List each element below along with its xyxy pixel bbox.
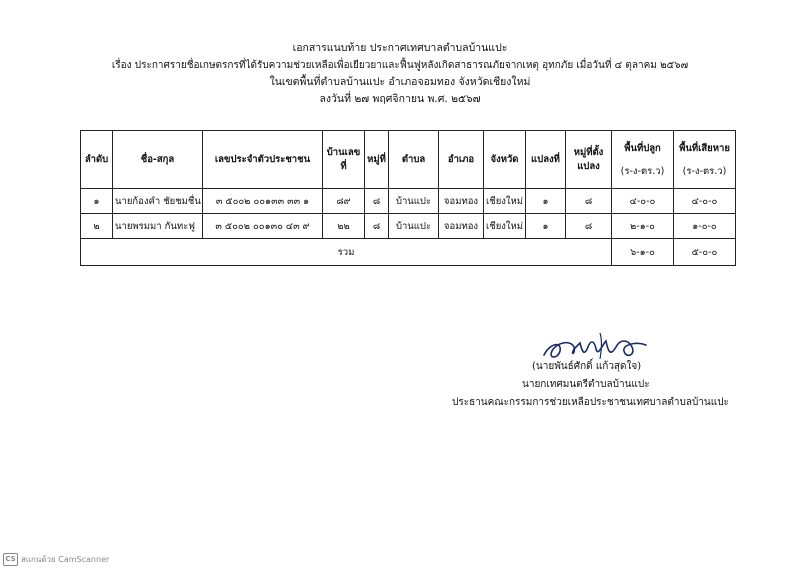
cell-name: นายก้องคำ ชัยชมชื่น <box>113 189 203 214</box>
col-header-planted-unit: (ร-ง-ตร.ว) <box>620 165 665 177</box>
cell-plot-moo: ๘ <box>566 189 612 214</box>
col-header-plot-moo-label: หมู่ที่ตั้งแปลง <box>573 146 604 172</box>
cell-name: นายพรมมา กันทะฟู <box>113 214 203 239</box>
cell-district: จอมทอง <box>439 214 484 239</box>
scanner-text: สแกนด้วย CamScanner <box>21 555 110 564</box>
cell-province: เชียงใหม่ <box>484 214 526 239</box>
col-header-subdistrict: ตำบล <box>389 131 439 189</box>
signer-name: (นายพันธ์ศักดิ์ แก้วสุดใจ) <box>532 361 642 372</box>
col-header-damaged <box>674 131 736 189</box>
cell-plots: ๑ <box>526 189 566 214</box>
cell-planted: ๔-๐-๐ <box>612 189 674 214</box>
cell-district: จอมทอง <box>439 189 484 214</box>
cell-province: เชียงใหม่ <box>484 189 526 214</box>
col-header-plots: แปลงที่ <box>526 131 566 189</box>
cell-house: ๒๒ <box>323 214 365 239</box>
cell-plot-moo: ๘ <box>566 214 612 239</box>
table-header-row <box>81 131 736 189</box>
col-header-planted <box>612 131 674 189</box>
cell-house: ๘๙ <box>323 189 365 214</box>
cell-damaged: ๑-๐-๐ <box>674 214 736 239</box>
signer-position-1: นายกเทศมนตรีตำบลบ้านแปะ <box>522 379 650 390</box>
col-header-district: อำเภอ <box>439 131 484 189</box>
cell-moo: ๘ <box>365 189 389 214</box>
cell-plots: ๑ <box>526 214 566 239</box>
camscanner-logo-icon: CS <box>3 553 18 566</box>
signature-block <box>440 358 760 412</box>
col-header-house <box>323 131 365 189</box>
cell-id: ๓ ๕๐๐๒ ๐๐๑๓๐ ๔๓ ๙ <box>203 214 323 239</box>
header-line-2: เรื่อง ประกาศรายชื่อเกษตรกรที่ได้รับความช่วยเหลือเพื่อเยียวยาและฟื้นฟูหลังเกิดสาธารณภัยจากเหตุ อุทกภัย เมื่อวันที่ ๔ ตุลาคม ๒๕๖๗ <box>111 60 689 71</box>
col-header-damaged-unit: (ร-ง-ตร.ว) <box>682 165 727 177</box>
cell-subdistrict: บ้านแปะ <box>389 214 439 239</box>
cell-no: ๑ <box>81 189 113 214</box>
col-header-province: จังหวัด <box>484 131 526 189</box>
col-header-plot-moo <box>566 131 612 189</box>
signer-position-2: ประธานคณะกรรมการช่วยเหลือประชาชนเทศบาลตำบลบ้านแปะ <box>452 397 729 408</box>
col-header-id: เลขประจำตัวประชาชน <box>203 131 323 189</box>
header-line-4: ลงวันที่ ๒๗ พฤศจิกายน พ.ศ. ๒๕๖๗ <box>319 93 481 105</box>
cell-moo: ๘ <box>365 214 389 239</box>
header-line-1: เอกสารแนบท้าย ประกาศเทศบาลตำบลบ้านแปะ <box>292 42 508 54</box>
col-header-moo: หมู่ที่ <box>365 131 389 189</box>
total-label: รวม <box>81 239 612 266</box>
col-header-name: ชื่อ-สกุล <box>113 131 203 189</box>
col-header-planted-label: พื้นที่ปลูก <box>624 142 661 154</box>
cell-no: ๒ <box>81 214 113 239</box>
total-row <box>81 239 736 266</box>
col-header-no: ลำดับ <box>81 131 113 189</box>
document-header <box>0 40 800 108</box>
total-damaged: ๕-๐-๐ <box>674 239 736 266</box>
table-row <box>81 214 736 239</box>
cell-id: ๓ ๕๐๐๒ ๐๐๑๓๓ ๓๓ ๑ <box>203 189 323 214</box>
cell-planted: ๒-๑-๐ <box>612 214 674 239</box>
table-row <box>81 189 736 214</box>
total-planted: ๖-๑-๐ <box>612 239 674 266</box>
scanner-footer <box>3 553 109 566</box>
col-header-house-label: บ้านเลขที่ <box>326 146 361 172</box>
col-header-damaged-label: พื้นที่เสียหาย <box>679 142 730 154</box>
header-line-3: ในเขตพื้นที่ตำบลบ้านแปะ อำเภอจอมทอง จังหวัดเชียงใหม่ <box>269 76 531 88</box>
cell-subdistrict: บ้านแปะ <box>389 189 439 214</box>
cell-damaged: ๔-๐-๐ <box>674 189 736 214</box>
farmers-table <box>80 130 736 266</box>
